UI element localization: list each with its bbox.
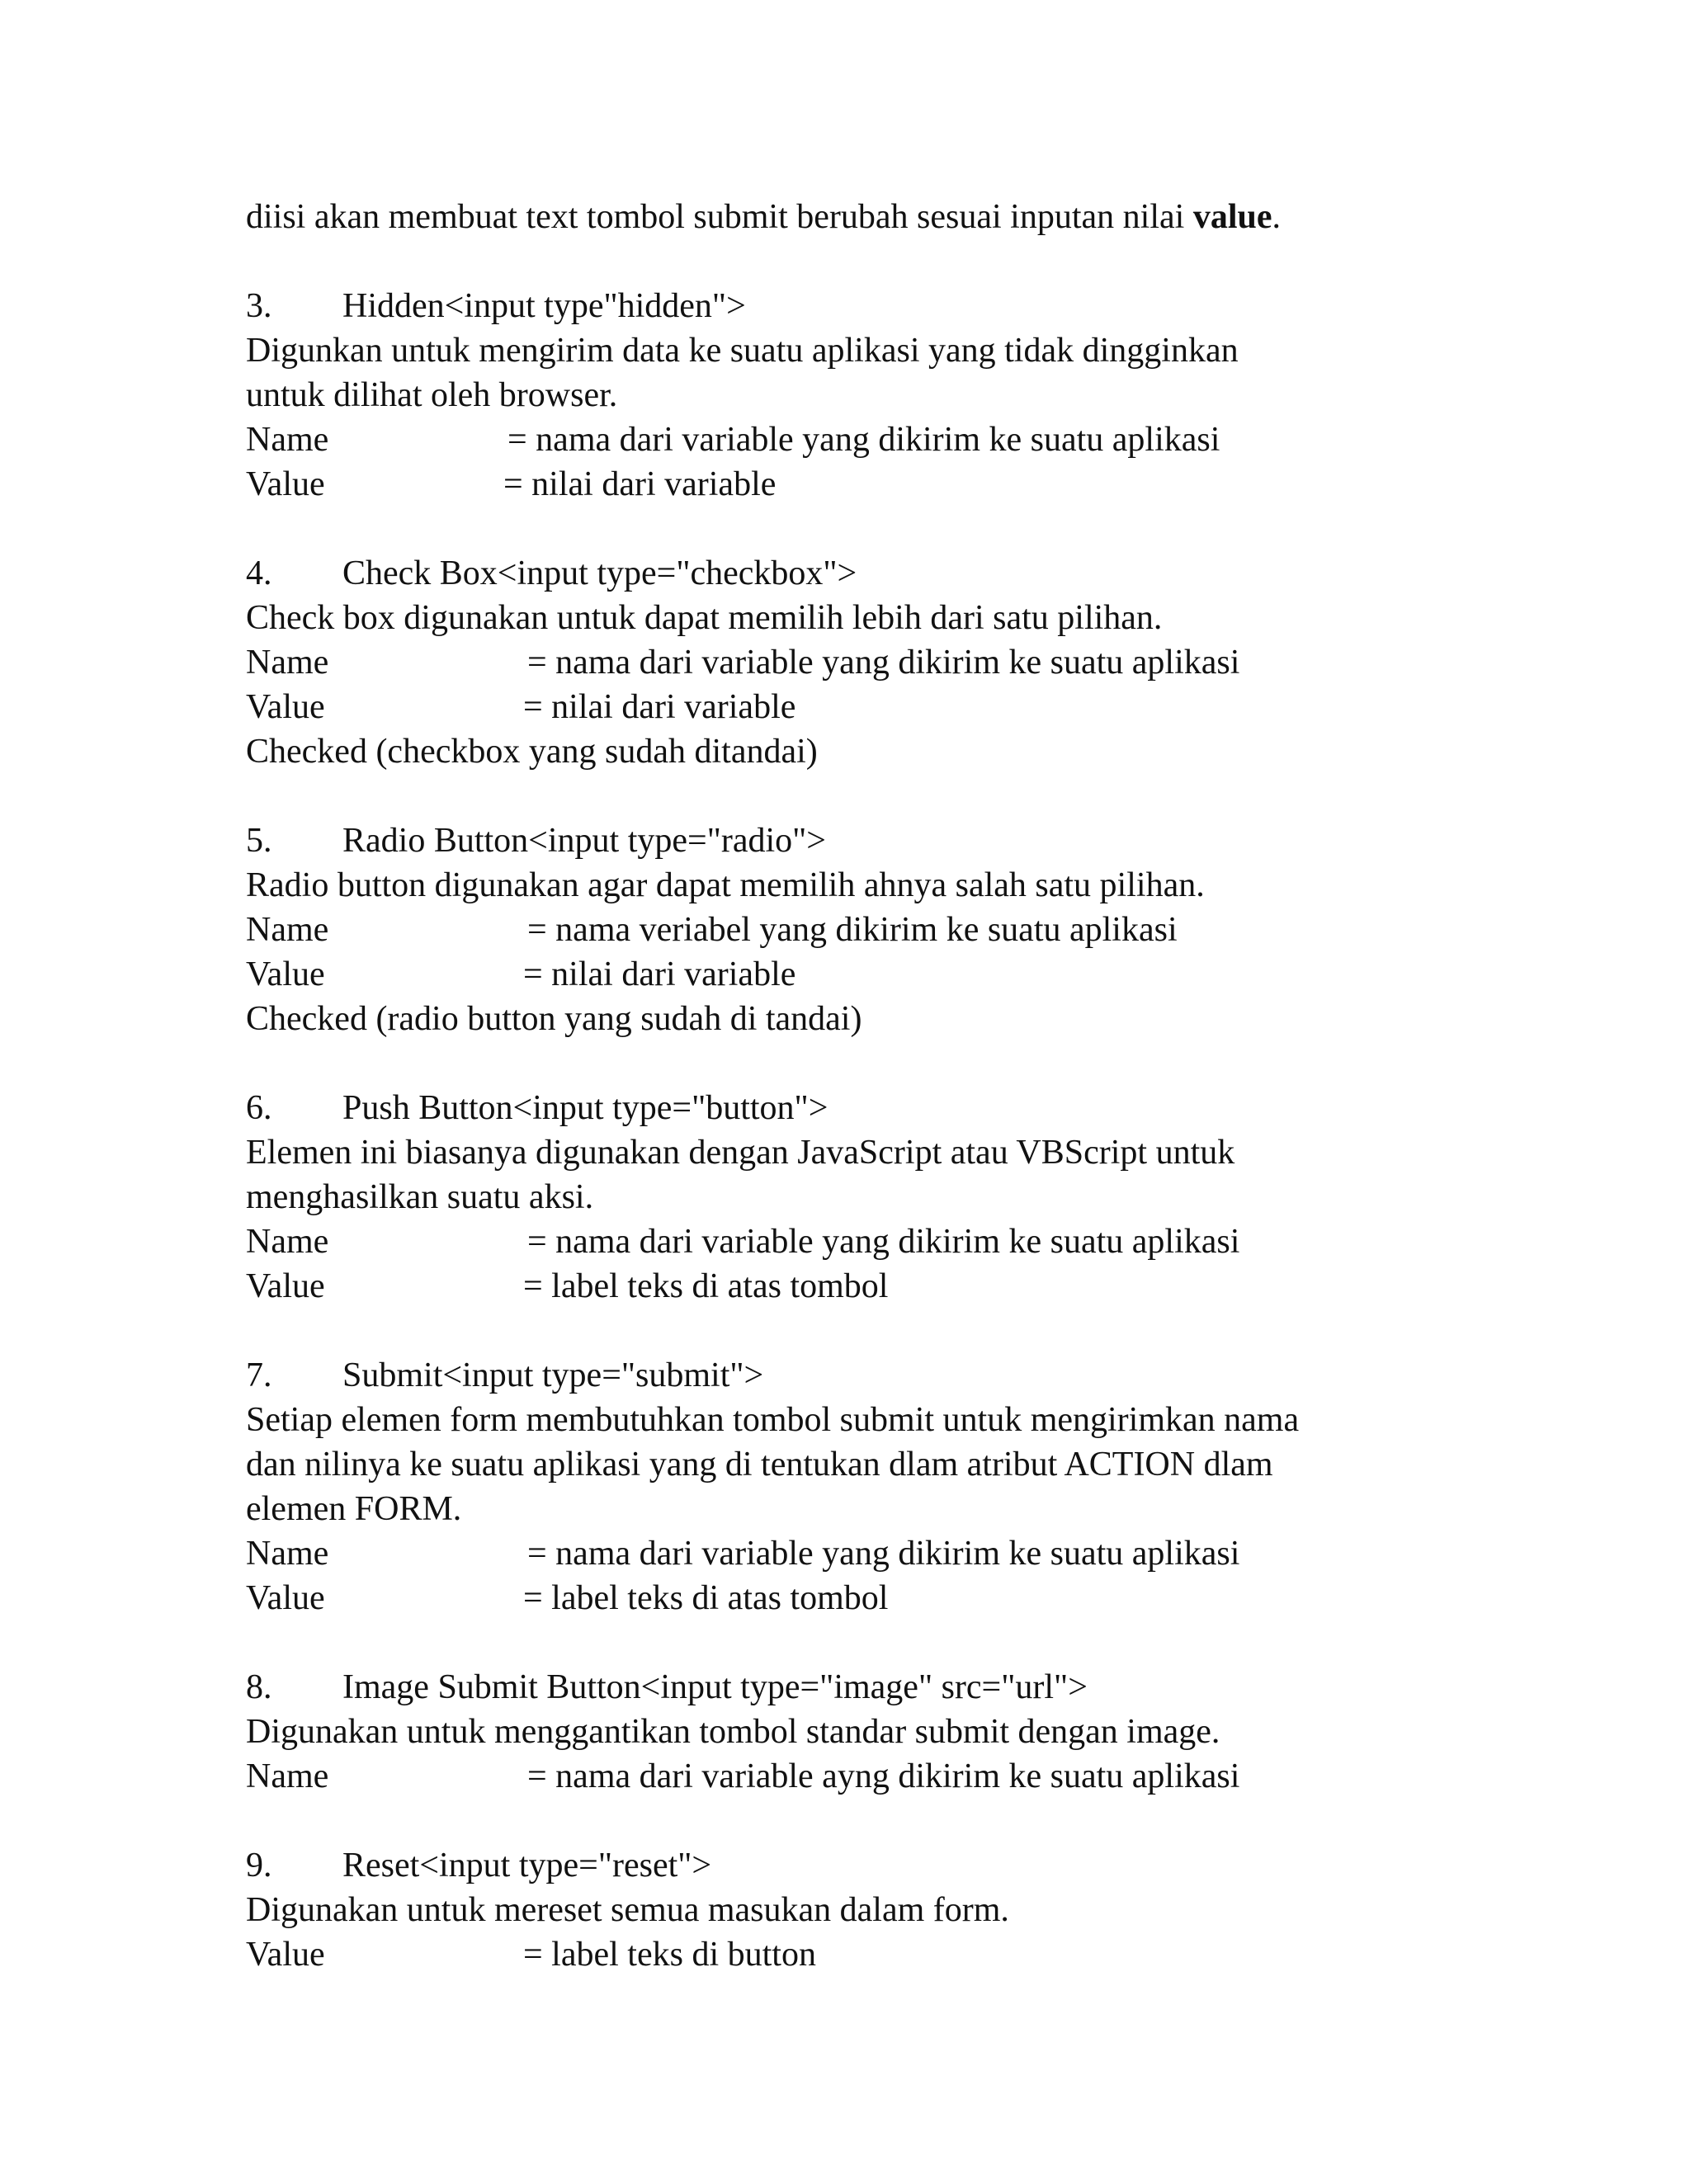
property-value: = label teks di atas tombol [523,1579,889,1617]
property-row [246,1531,1484,1576]
property-value: = nama dari variable yang dikirim ke suatu aplikasi [527,644,1240,682]
section-title: Image Submit Button<input type="image" src="url"> [342,1668,1088,1706]
property-value: = nilai dari variable [503,465,777,503]
section-description: Digunakan untuk mereset semua masukan dalam form. [246,1891,1009,1929]
property-value: = nama dari variable yang dikirim ke suatu aplikasi [527,1535,1240,1573]
property-value: = nama veriabel yang dikirim ke suatu aplikasi [527,911,1178,949]
property-label: Value [246,1579,325,1617]
section-number: 8. [246,1668,272,1706]
section-description: Digunkan untuk mengirim data ke suatu aplikasi yang tidak dingginkan [246,332,1239,370]
property-label: Name [246,421,329,459]
section-heading [246,551,1484,596]
section-number: 5. [246,822,272,860]
property-value: = nama dari variable ayng dikirim ke suatu aplikasi [527,1757,1240,1795]
section-description: Elemen ini biasanya digunakan dengan JavaScript atau VBScript untuk [246,1134,1235,1172]
section-description: Setiap elemen form membutuhkan tombol submit untuk mengirimkan nama [246,1401,1300,1439]
property-value: = nama dari variable yang dikirim ke suatu aplikasi [527,1223,1240,1261]
section-description: menghasilkan suatu aksi. [246,1178,594,1216]
property-label: Name [246,1757,329,1795]
property-value: = nilai dari variable [523,688,796,726]
section-number: 4. [246,554,272,592]
section-extra-note: Checked (radio button yang sudah di tandai) [246,1000,862,1038]
section-description: dan nilinya ke suatu aplikasi yang di tentukan dlam atribut ACTION dlam [246,1446,1273,1484]
property-row [246,640,1484,685]
property-label: Value [246,955,325,993]
property-value: = nama dari variable yang dikirim ke suatu aplikasi [507,421,1220,459]
property-label: Name [246,644,329,682]
property-row [246,685,1484,729]
section-title: Check Box<input type="checkbox"> [342,554,857,592]
section-title: Reset<input type="reset"> [342,1847,712,1884]
section-description: Check box digunakan untuk dapat memilih lebih dari satu pilihan. [246,599,1163,637]
property-label: Name [246,911,329,949]
section-title: Push Button<input type="button"> [342,1089,828,1127]
intro-bold-keyword: value [1192,198,1272,236]
section-number: 9. [246,1847,272,1884]
property-label: Value [246,1936,325,1974]
property-label: Value [246,465,325,503]
section-heading [246,1665,1484,1710]
property-row [246,1219,1484,1264]
section-extra-note: Checked (checkbox yang sudah ditandai) [246,733,818,771]
property-row [246,1576,1484,1620]
section-heading [246,284,1484,328]
intro-end: . [1272,198,1281,236]
section-number: 6. [246,1089,272,1127]
property-row [246,952,1484,997]
document-body [246,195,1484,1977]
property-label: Value [246,688,325,726]
property-row [246,1754,1484,1799]
property-label: Value [246,1267,325,1305]
section-description: elemen FORM. [246,1490,462,1528]
section-heading [246,1353,1484,1398]
section-heading [246,1086,1484,1130]
section-number: 3. [246,287,272,325]
property-row [246,1264,1484,1309]
property-label: Name [246,1535,329,1573]
property-value: = label teks di atas tombol [523,1267,889,1305]
section-title: Hidden<input type"hidden"> [342,287,746,325]
property-row [246,908,1484,952]
section-description: Digunakan untuk menggantikan tombol standar submit dengan image. [246,1713,1220,1751]
section-description: Radio button digunakan agar dapat memilih ahnya salah satu pilihan. [246,866,1205,904]
intro-line [246,195,1484,239]
property-label: Name [246,1223,329,1261]
property-row [246,417,1484,462]
intro-text: diisi akan membuat text tombol submit berubah sesuai inputan nilai [246,198,1193,236]
section-heading [246,1843,1484,1888]
property-row [246,1932,1484,1977]
property-value: = nilai dari variable [523,955,796,993]
section-number: 7. [246,1356,272,1394]
property-value: = label teks di button [523,1936,816,1974]
property-row [246,462,1484,507]
section-title: Radio Button<input type="radio"> [342,822,826,860]
section-description: untuk dilihat oleh browser. [246,376,618,414]
section-title: Submit<input type="submit"> [342,1356,764,1394]
section-heading [246,818,1484,863]
